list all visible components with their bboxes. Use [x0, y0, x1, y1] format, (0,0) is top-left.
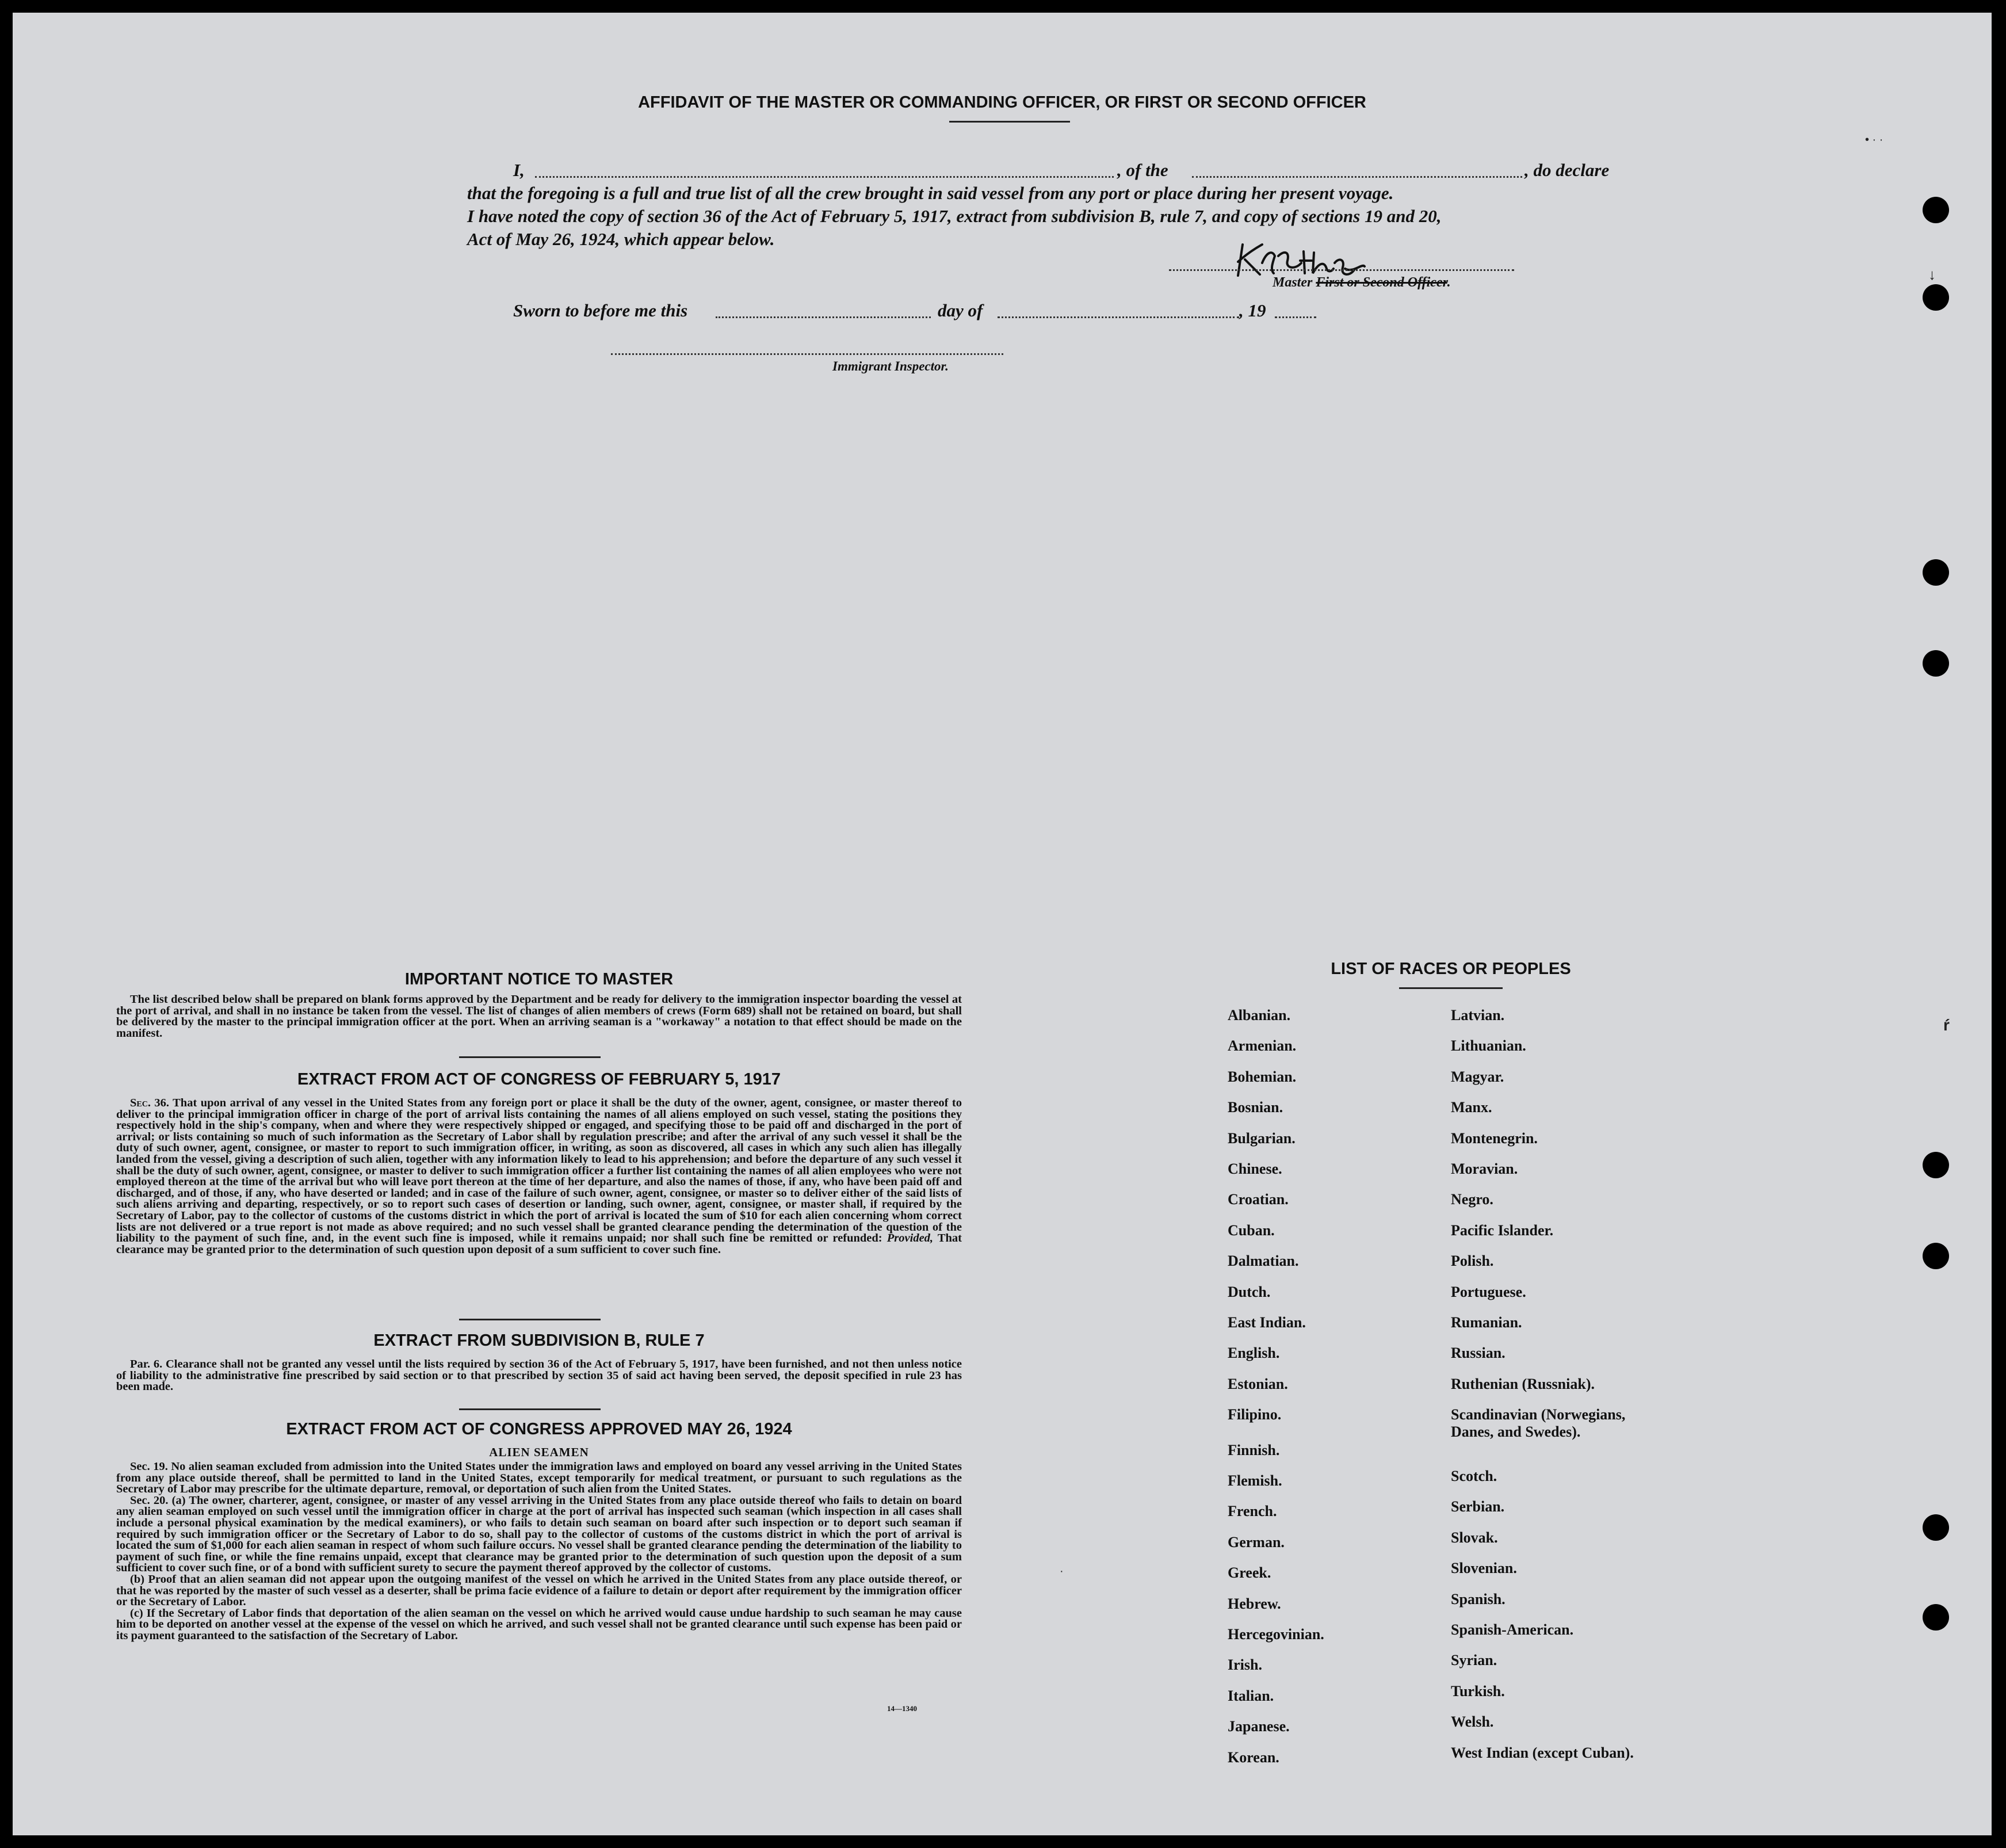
sec-19-text: Sec. 19. No alien seaman excluded from admission into the United States under the immigration laws and employed on board any vessel arriving in the United States from any place outside thereof, shall be permitted to land in the United States, except temporarily for medical treatment, or pursuant to such regulations as the Secretary of Labor may prescribe for the ultimate departure, removal, or deportation of such alien from the United States.	[116, 1460, 962, 1496]
race-item: Croatian.	[1228, 1191, 1289, 1208]
notice-title: IMPORTANT NOTICE TO MASTER	[404, 970, 674, 988]
race-item: Russian.	[1451, 1345, 1506, 1362]
extract-1917-title: EXTRACT FROM ACT OF CONGRESS OF FEBRUARY 5, 1917	[297, 1070, 781, 1089]
binder-hole	[1923, 650, 1949, 677]
race-item: English.	[1228, 1345, 1280, 1362]
binder-hole	[1923, 284, 1949, 311]
race-item: Manx.	[1451, 1099, 1492, 1116]
race-item: Welsh.	[1451, 1713, 1494, 1731]
race-item: Hebrew.	[1228, 1595, 1281, 1612]
sworn-line	[513, 299, 1319, 322]
extract-1924-title: EXTRACT FROM ACT OF CONGRESS APPROVED MAY 26, 1924	[286, 1420, 792, 1438]
title-underline	[949, 121, 1070, 123]
race-item: Greek.	[1228, 1564, 1271, 1582]
race-item: German.	[1228, 1533, 1285, 1551]
race-item: Lithuanian.	[1451, 1037, 1526, 1055]
do-declare-label: , do declare	[1524, 160, 1610, 180]
race-item: Bosnian.	[1228, 1099, 1283, 1116]
alien-seamen-subtitle: ALIEN SEAMEN	[489, 1445, 589, 1459]
sworn-month-blank[interactable]	[998, 316, 1239, 318]
race-item: Slovak.	[1451, 1529, 1498, 1546]
race-item: Ruthenian (Russniak).	[1451, 1375, 1595, 1392]
sec-20b-text: (b) Proof that an alien seaman did not appear upon the outgoing manifest of the vessel on which he arrived in the United States from any place outside thereof, or that he was reported by the master of such vessel as a deserter, shall be prima facie evidence of a failure to detain or deport after requirement by the immigration officer or the Secretary of Labor.	[116, 1572, 962, 1609]
affidavit-title: AFFIDAVIT OF THE MASTER OR COMMANDING OFFICER, OR FIRST OR SECOND OFFICER	[638, 93, 1366, 112]
declaration-line-4: Act of May 26, 1924, which appear below.	[467, 229, 775, 249]
declaration-block	[467, 159, 1610, 251]
race-item: Filipino.	[1228, 1406, 1282, 1423]
race-item: Dutch.	[1228, 1283, 1271, 1300]
race-item: Latvian.	[1451, 1007, 1505, 1024]
binder-hole	[1923, 559, 1949, 586]
sec-20a-text: Sec. 20. (a) The owner, charterer, agent, consignee, or master of any vessel arriving in the United States from any place outside thereof who fails to detain on board any alien seaman employed on such vessel until the immigration officer in charge at the port of arrival has inspected such seaman (which inspection in all cases shall include a personal physical examination by the medical examiners), or who fails to detain such seaman on board after such inspection or to deport such seaman if required by such immigration officer or the Secretary of Labor to do so, shall pay to the collector of customs of the customs district in which the port of arrival is located the sum of $1,000 for each alien seaman in respect of whom such failure occurs. No vessel shall be granted clearance pending the determination of the liability to payment of such fine, or while the fine remains unpaid, except that clearance may be granted prior to the determination of such question upon the deposit of a sum sufficient to cover such fine, or of a bond with sufficient surety to secure the payment thereof approved by the collector of customs.	[116, 1494, 962, 1575]
race-item: Rumanian.	[1451, 1314, 1522, 1331]
binder-hole	[1923, 197, 1949, 223]
race-item: Flemish.	[1228, 1472, 1282, 1489]
race-item: Magyar.	[1451, 1068, 1504, 1085]
race-item: Montenegrin.	[1451, 1129, 1538, 1147]
year-label: , 19	[1239, 300, 1266, 320]
divider-2	[459, 1319, 601, 1320]
divider-3	[459, 1408, 601, 1410]
declaration-line-3: I have noted the copy of section 36 of the Act of February 5, 1917, extract from subdivision B, rule 7, and copy of sections 19 and 20,	[467, 206, 1442, 226]
race-item: Korean.	[1228, 1748, 1279, 1766]
race-item: Scotch.	[1451, 1468, 1497, 1484]
race-item: Albanian.	[1228, 1007, 1291, 1024]
race-item: Spanish-American.	[1451, 1621, 1574, 1638]
name-blank[interactable]	[535, 176, 1114, 178]
binder-hole	[1923, 1243, 1949, 1269]
sworn-day-blank[interactable]	[716, 316, 931, 318]
i-label: I,	[513, 160, 525, 180]
vessel-blank[interactable]	[1192, 176, 1522, 178]
race-item: Hercegovinian.	[1228, 1626, 1324, 1643]
binder-hole	[1923, 1514, 1949, 1541]
day-of-label: day of	[938, 300, 983, 320]
extract-1924-text	[116, 1461, 962, 1642]
race-item: Negro.	[1451, 1191, 1493, 1208]
races-title: LIST OF RACES OR PEOPLES	[1331, 960, 1571, 978]
race-item: Finnish.	[1228, 1441, 1280, 1458]
race-item: Pacific Islander.	[1451, 1221, 1554, 1239]
scan-mark: ↓	[1928, 266, 1936, 283]
of-the-label: , of the	[1117, 160, 1168, 180]
race-item: Serbian.	[1451, 1498, 1505, 1515]
divider-1	[459, 1056, 601, 1058]
race-item: Italian.	[1228, 1687, 1274, 1704]
race-item: West Indian (except Cuban).	[1451, 1744, 1634, 1761]
rule7-text: Par. 6. Clearance shall not be granted any vessel until the lists required by section 36 of the Act of February 5, 1917, have been furnished, and not then unless notice of liability to the administrative fine prescribed by said section or to that prescribed by section 35 of said act having been served, the deposit specified in rule 23 has been made.	[116, 1358, 962, 1393]
race-item: East Indian.	[1228, 1314, 1306, 1331]
scan-mark: ŕ	[1943, 1016, 1950, 1034]
race-item: Syrian.	[1451, 1652, 1497, 1669]
race-item: Spanish.	[1451, 1590, 1506, 1608]
document-page	[13, 13, 1992, 1835]
race-item: Chinese.	[1228, 1160, 1282, 1177]
signature-line	[1169, 269, 1514, 271]
year-blank[interactable]	[1275, 316, 1316, 318]
race-item: Portuguese.	[1451, 1283, 1526, 1300]
race-item: Bohemian.	[1228, 1068, 1297, 1085]
race-item: Polish.	[1451, 1253, 1494, 1270]
race-item: Estonian.	[1228, 1375, 1288, 1392]
declaration-line-1	[467, 159, 1610, 182]
inspector-label: Immigrant Inspector.	[832, 359, 949, 373]
races-title-underline	[1399, 987, 1503, 989]
inspector-signature-line	[611, 353, 1003, 355]
extract-1917-text: Sec. 36. That upon arrival of any vessel in the United States from any foreign port or place it shall be the duty of the owner, agent, consignee, or master thereof to deliver to the principal immigration officer in charge of the port of arrival lists containing the names of all aliens employed on such vessel, stating the positions they respectively hold in the ship's company, when and where they were respectively shipped or engaged, and specifying those to be paid off and discharged in the port of arrival; or lists containing so much of such information as the Secretary of Labor shall by regulation prescribe; and after the arrival of any such vessel it shall be the duty of such owner, agent, consignee, or master to report to such immigration officer, in writing, as soon as discovered, all cases in which any such alien has illegally landed from the vessel, giving a description of such alien, together with any information likely to lead to his apprehension; and before the departure of any such vessel it shall be the duty of such owner, agent, consignee, or master to deliver to such immigration officer a further list containing the names of all alien employees who were not employed thereon at the time of the arrival but who will leave port thereon at the time of her departure, and also the names of those, if any, who have been paid off and discharged, and of those, if any, who have deserted or landed; and in case of the failure of such owner, agent, consignee, or master so to deliver either of the said lists of such aliens arriving and departing, respectively, or so to report such cases of desertion or landing, such owner, agent, consignee, or master shall, if required by the Secretary of Labor, pay to the collector of customs of the customs district in which the port of arrival is located the sum of $10 for each alien concerning whom correct lists are not delivered or a true report is not made as above required; and no such vessel shall be granted clearance pending the determination of the question of the liability to the payment of such fine, and, in the event such fine is imposed, while it remains unpaid; nor shall such fine be remitted or refunded: Provided, That clearance may be granted prior to the determination of such question upon deposit of a sum sufficient to cover such fine.	[116, 1097, 962, 1256]
race-item: Japanese.	[1228, 1718, 1290, 1735]
scan-mark: • · ·	[1865, 133, 1883, 146]
race-item: French.	[1228, 1503, 1277, 1520]
race-item: Turkish.	[1451, 1682, 1505, 1700]
sec-20c-text: (c) If the Secretary of Labor finds that deportation of the alien seaman on the vessel on which he arrived would cause undue hardship to such seaman he may cause him to be deported on another vessel at the expense of the vessel on which he arrived, and such vessel shall not be granted clearance until such expense has been paid or its payment guaranteed to the satisfaction of the Secretary of Labor.	[116, 1606, 962, 1642]
sworn-label: Sworn to before me this	[513, 300, 688, 320]
race-item: Cuban.	[1228, 1221, 1275, 1239]
race-item: Dalmatian.	[1228, 1253, 1299, 1270]
race-item: Slovenian.	[1451, 1560, 1517, 1577]
master-label: Master First or Second Officer.	[1273, 275, 1451, 290]
declaration-line-2: that the foregoing is a full and true list of all the crew brought in said vessel from any port or place during her present voyage.	[467, 183, 1394, 203]
race-item: Scandinavian (Norwegians, Danes, and Swedes).	[1451, 1406, 1626, 1441]
race-item: Armenian.	[1228, 1037, 1297, 1055]
notice-text: The list described below shall be prepared on blank forms approved by the Department and be ready for delivery to the immigration inspector boarding the vessel at the port of arrival, and shall in no instance be taken from the vessel. The list of changes of alien members of crews (Form 689) shall not be retained on board, but shall be delivered by the master to the principal immigration officer at the port. When an arriving seaman is a "workaway" a notation to that effect should be made on the manifest.	[116, 993, 962, 1040]
binder-hole	[1923, 1604, 1949, 1631]
scan-mark: ·	[1060, 1565, 1064, 1578]
form-number: 14—1340	[887, 1704, 917, 1713]
rule7-title: EXTRACT FROM SUBDIVISION B, RULE 7	[373, 1331, 705, 1350]
race-item: Irish.	[1228, 1656, 1262, 1674]
race-item: Moravian.	[1451, 1160, 1518, 1177]
struck-officer-title: First or Second Officer	[1316, 275, 1447, 290]
race-item: Bulgarian.	[1228, 1129, 1296, 1147]
binder-hole	[1923, 1152, 1949, 1178]
